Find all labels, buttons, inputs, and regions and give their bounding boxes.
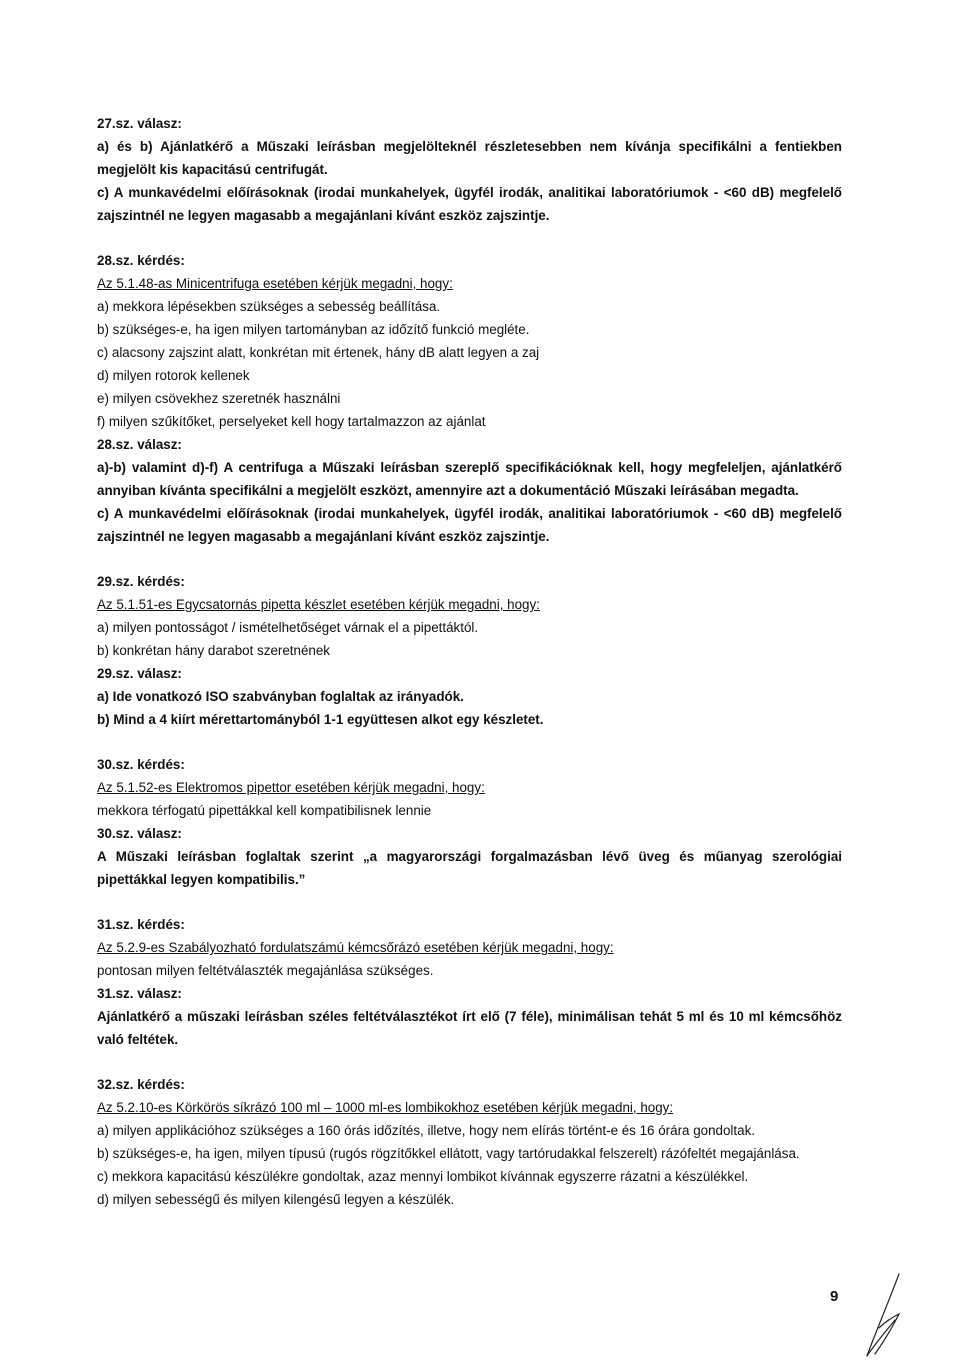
q28-item-c: c) alacsony zajszint alatt, konkrétan mit értenek, hány dB alatt legyen a zaj bbox=[97, 345, 540, 360]
q28-answer-abdf: a)-b) valamint d)-f) A centrifuga a Műszaki leírásban szereplő specifikációknak kell, hogy megfeleljen, ajánlatkérő annyiban kívánta specifikálni a megjelölt eszközt, amennyire azt a dokumentáció Műszaki leírásában megadta. bbox=[97, 460, 842, 498]
q29-question-ref: Az 5.1.51-es Egycsatornás pipetta készlet esetében kérjük megadni, hogy: bbox=[97, 597, 540, 612]
q29-question-heading: 29.sz. kérdés: bbox=[97, 574, 185, 589]
q31-answer: Ajánlatkérő a műszaki leírásban széles feltétválasztékot írt elő (7 féle), minimálisan tehát 5 ml és 10 ml kémcsőhöz való feltétek. bbox=[97, 1009, 842, 1047]
q32-question-heading: 32.sz. kérdés: bbox=[97, 1077, 185, 1092]
q29-answer-heading: 29.sz. válasz: bbox=[97, 666, 182, 681]
q31-answer-heading: 31.sz. válasz: bbox=[97, 986, 182, 1001]
q30-item: mekkora térfogatú pipettákkal kell kompatibilisnek lennie bbox=[97, 803, 432, 818]
q28-item-b: b) szükséges-e, ha igen milyen tartományban az időzítő funkció megléte. bbox=[97, 322, 530, 337]
q28-question-ref: Az 5.1.48-as Minicentrifuga esetében kérjük megadni, hogy: bbox=[97, 276, 453, 291]
q29-item-a: a) milyen pontosságot / ismételhetőséget várnak el a pipettáktól. bbox=[97, 620, 479, 635]
q32-item-d: d) milyen sebességű és milyen kilengésű legyen a készülék. bbox=[97, 1192, 455, 1207]
document-body bbox=[97, 112, 842, 1211]
section-gap bbox=[97, 891, 842, 913]
section-gap bbox=[97, 548, 842, 570]
q27-answer-c: c) A munkavédelmi előírásoknak (irodai munkahelyek, ügyfél irodák, analitikai laboratóriumok - <60 dB) megfelelő zajszintnél ne legyen magasabb a megajánlani kívánt eszköz zajszintje. bbox=[97, 185, 842, 223]
q30-answer-heading: 30.sz. válasz: bbox=[97, 826, 182, 841]
q32-item-c: c) mekkora kapacitású készülékre gondoltak, azaz mennyi lombikot kívánnak egyszerre rázatni a készülékkel. bbox=[97, 1169, 749, 1184]
q30-question-heading: 30.sz. kérdés: bbox=[97, 757, 185, 772]
q29-answer-a: a) Ide vonatkozó ISO szabványban foglaltak az irányadók. bbox=[97, 689, 464, 704]
q32-item-b: b) szükséges-e, ha igen, milyen típusú (rugós rögzítőkkel ellátott, vagy tartórudakkal felszerelt) rázófeltét megajánlása. bbox=[97, 1146, 800, 1161]
q32-question-ref: Az 5.2.10-es Körkörös síkrázó 100 ml – 1000 ml-es lombikokhoz esetében kérjük megadni, hogy: bbox=[97, 1100, 674, 1115]
q28-item-e: e) milyen csövekhez szeretnék használni bbox=[97, 391, 341, 406]
q27-answer-ab: a) és b) Ajánlatkérő a Műszaki leírásban megjelölteknél részletesebben nem kívánja specifikálni a fentiekben megjelölt kis kapacitású centrifugát. bbox=[97, 139, 842, 177]
q28-item-d: d) milyen rotorok kellenek bbox=[97, 368, 250, 383]
q31-question-ref: Az 5.2.9-es Szabályozható fordulatszámú kémcsőrázó esetében kérjük megadni, hogy: bbox=[97, 940, 614, 955]
q31-item: pontosan milyen feltétválaszték megajánlása szükséges. bbox=[97, 963, 434, 978]
section-gap bbox=[97, 227, 842, 249]
q30-question-ref: Az 5.1.52-es Elektromos pipettor esetében kérjük megadni, hogy: bbox=[97, 780, 485, 795]
q27-answer-heading: 27.sz. válasz: bbox=[97, 116, 182, 131]
q29-answer-b: b) Mind a 4 kiírt mérettartományból 1-1 együttesen alkot egy készletet. bbox=[97, 712, 544, 727]
q28-item-a: a) mekkora lépésekben szükséges a sebesség beállítása. bbox=[97, 299, 441, 314]
q28-answer-c: c) A munkavédelmi előírásoknak (irodai munkahelyek, ügyfél irodák, analitikai laboratóriumok - <60 dB) megfelelő zajszintnél ne legyen magasabb a megajánlani kívánt eszköz zajszintje. bbox=[97, 506, 842, 544]
q32-item-a: a) milyen applikációhoz szükséges a 160 órás időzítés, illetve, hogy nem elírás történt-e és 16 órára gondoltak. bbox=[97, 1123, 755, 1138]
q28-item-f: f) milyen szűkítőket, perselyeket kell hogy tartalmazzon az ajánlat bbox=[97, 414, 486, 429]
q31-question-heading: 31.sz. kérdés: bbox=[97, 917, 185, 932]
handwritten-signature bbox=[855, 1270, 915, 1360]
page-number: 9 bbox=[830, 1288, 839, 1305]
q29-item-b: b) konkrétan hány darabot szeretnének bbox=[97, 643, 330, 658]
q30-answer: A Műszaki leírásban foglaltak szerint „a magyarországi forgalmazásban lévő üveg és műanyag szerológiai pipettákkal legyen kompatibilis.” bbox=[97, 849, 842, 887]
section-gap bbox=[97, 731, 842, 753]
section-gap bbox=[97, 1051, 842, 1073]
q28-question-heading: 28.sz. kérdés: bbox=[97, 253, 185, 268]
q28-answer-heading: 28.sz. válasz: bbox=[97, 437, 182, 452]
